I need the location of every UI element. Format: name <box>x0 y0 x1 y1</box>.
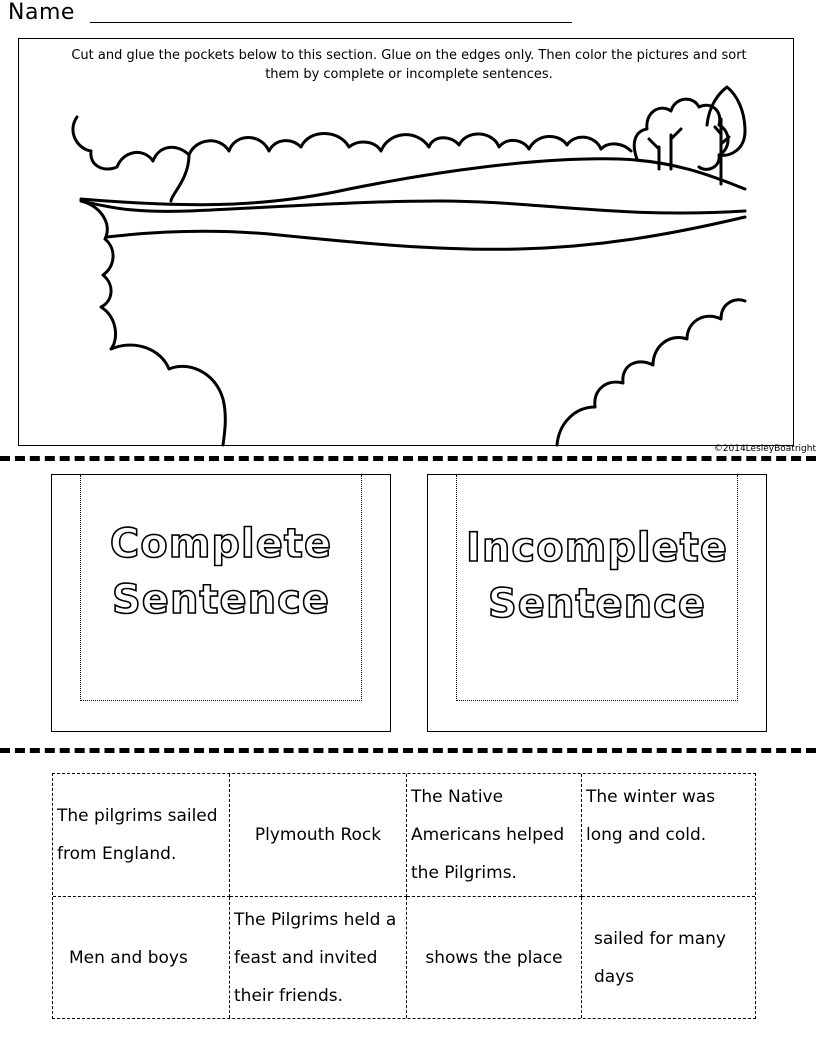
tree-right-trunk <box>715 119 729 184</box>
sentence-card[interactable] <box>407 774 582 897</box>
sentence-card[interactable] <box>407 897 582 1018</box>
cut-line-bottom <box>0 748 816 753</box>
sentence-cards <box>52 773 756 1019</box>
card-text: shows the place <box>425 947 563 968</box>
card-text: Plymouth Rock <box>254 825 382 845</box>
river-top-outline <box>81 201 745 213</box>
pocket-title-line2: Sentence <box>488 581 706 627</box>
card-text: The Native Americans helped the Pilgrims. <box>411 787 565 883</box>
sentence-card[interactable] <box>582 774 755 897</box>
name-row <box>8 0 578 30</box>
pocket-title-line1: Complete <box>109 521 333 567</box>
landscape-illustration <box>19 39 795 447</box>
card-text: The pilgrims sailed from England. <box>57 806 218 864</box>
pocket-incomplete <box>427 474 767 732</box>
sentence-card[interactable] <box>230 774 407 897</box>
sentence-card[interactable] <box>53 774 230 897</box>
sentence-card[interactable] <box>53 897 230 1018</box>
card-text: The Pilgrims held a feast and invited their friends. <box>234 909 397 1006</box>
pocket-title-line1: Incomplete <box>466 525 728 571</box>
tree-left-outline <box>634 99 728 169</box>
name-line[interactable] <box>90 22 572 23</box>
card-text: Men and boys <box>69 947 188 968</box>
river-bottom-outline <box>107 217 745 249</box>
pocket-complete <box>51 474 391 732</box>
pocket-title-line2: Sentence <box>112 577 330 623</box>
cut-line-top <box>0 456 816 461</box>
left-bush-outline <box>81 201 225 445</box>
instructions: Cut and glue the pockets below to this section. Glue on the edges only. Then color the pictures and sort them by complete or incomplete sentences. <box>71 48 747 82</box>
right-bush-outline <box>557 300 745 445</box>
name-label: Name <box>8 0 75 25</box>
sentence-card[interactable] <box>582 897 755 1018</box>
copyright-text: ©2014LesleyBoatright <box>713 444 816 454</box>
sentence-card[interactable] <box>230 897 407 1018</box>
card-text: sailed for many days <box>594 928 726 987</box>
card-text: The winter was long and cold. <box>586 787 716 845</box>
scene-box <box>18 38 794 446</box>
